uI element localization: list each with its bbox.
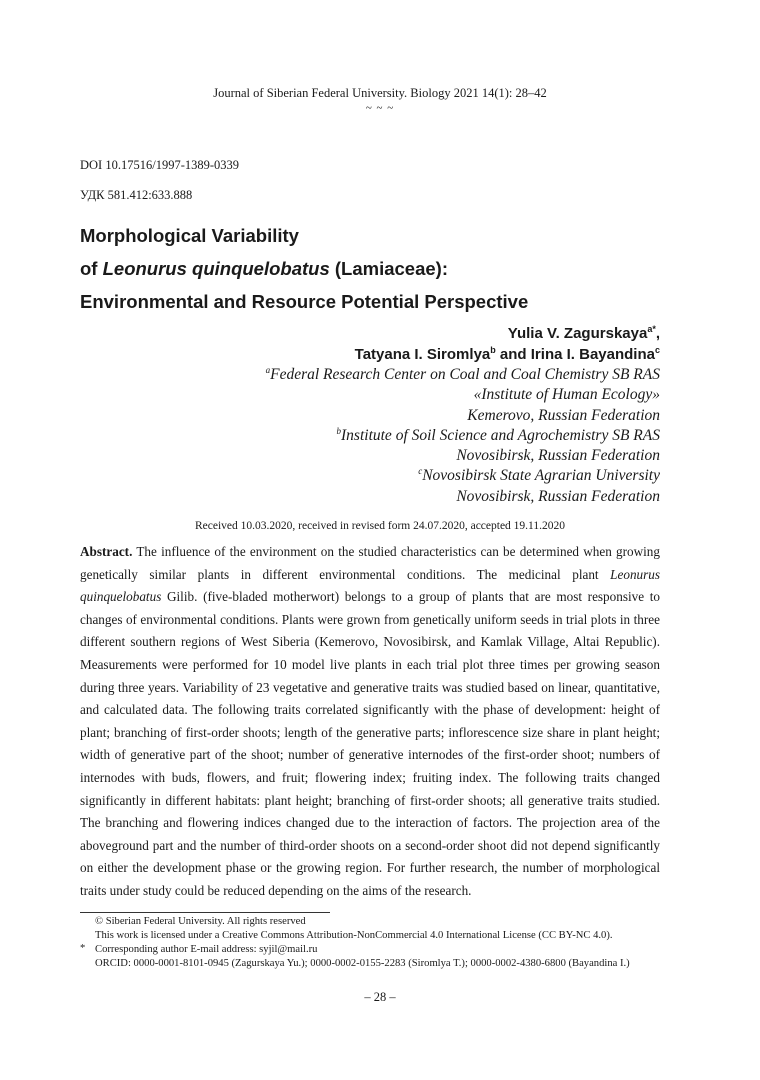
footnote-divider	[80, 912, 330, 913]
header-ornament: ~ ~ ~	[365, 102, 395, 114]
author-sup: c	[654, 345, 660, 355]
journal-header: Journal of Siberian Federal University. Biology 2021 14(1): 28–42	[213, 86, 547, 100]
author-line-2	[355, 346, 660, 363]
abstract-text-1: The influence of the environment on the studied characteristics can be determined when growing genetically similar plants in different environmental conditions. The medicinal plant	[80, 544, 660, 582]
footnote-email: Corresponding author E-mail address: syjil@mail.ru	[95, 944, 318, 955]
affiliation-a-line-2: «Institute of Human Ecology»	[473, 386, 660, 403]
title-species: Leonurus quinquelobatus	[102, 258, 330, 279]
title-line-2	[80, 252, 680, 285]
received-dates: Received 10.03.2020, received in revised form 24.07.2020, accepted 19.11.2020	[194, 520, 566, 532]
title-line-3: Environmental and Resource Potential Perspective	[80, 291, 529, 312]
affiliation-b-line-2: Novosibirsk, Russian Federation	[456, 447, 660, 464]
affiliation-sup: c	[418, 465, 423, 476]
affiliation-b-line-1	[337, 427, 660, 445]
footnote-star: *	[80, 943, 86, 954]
abstract	[80, 541, 660, 903]
author-sep: and	[495, 346, 531, 363]
abstract-text-2: Gilib. (five-bladed motherwort) belongs to a group of plants that are most responsive to changes of environmental conditions. Plants were grown from genetically uniform seeds in trial plots in three different southern regions of West Siberia (Kemerovo, Novosibirsk, and Kamlak Village, Altai Republic). Measurements were performed for 10 model live plants in each trial plot three times per growing season during three years. Variability of 23 vegetative and generative traits was studied based on linear, quantitative, and calculated data. The following traits correlated significantly with the phase of development: height of plant; branching of first-order shoots; length of the generative parts; inflorescence size share in plant height; width of generative part of the shoot; number of generative internodes of the first-order shoot; numbers of internodes with buds, flowers, and fruit; flowering index; fruiting index. The following traits changed significantly in different habitats: plant height; branching of first-order shoots; all generative traits studied. The branching and flowering indices changed due to the interaction of factors. The projection area of the aboveground part and the number of third-order shoots on a second-order shoot did not depend significantly on either the development phase or the growing region. For further research, the number of morphological traits under study could be reduced depending on the aims of the research.	[80, 589, 660, 898]
title-prefix: of	[80, 258, 103, 279]
affiliation-c-line-2: Novosibirsk, Russian Federation	[456, 488, 660, 505]
affiliation-sup: a	[265, 364, 271, 375]
title-suffix: (Lamiaceae):	[329, 258, 448, 279]
affiliation-text: Institute of Soil Science and Agrochemistry SB RAS	[341, 427, 660, 444]
author-sup: a*	[647, 324, 656, 334]
doi: DOI 10.17516/1997-1389-0339	[80, 158, 240, 172]
author-sep: ,	[655, 325, 660, 342]
paper-title	[80, 219, 680, 318]
page-number: – 28 –	[364, 990, 396, 1004]
affiliation-text: Federal Research Center on Coal and Coal Chemistry SB RAS	[270, 366, 660, 383]
title-line-1: Morphological Variability	[80, 225, 299, 246]
author-name: Tatyana I. Siromlya	[354, 346, 491, 363]
author-name: Yulia V. Zagurskaya	[507, 325, 648, 342]
affiliation-text: Novosibirsk State Agrarian University	[422, 467, 660, 484]
author-name: Irina I. Bayandina	[530, 346, 655, 363]
affiliation-a-line-3: Kemerovo, Russian Federation	[467, 407, 660, 424]
footnote-orcid: ORCID: 0000-0001-8101-0945 (Zagurskaya Yu.); 0000-0002-0155-2283 (Siromlya T.); 0000-0002-4380-6800 (Bayandina I.)	[95, 958, 630, 969]
footnote-copyright: © Siberian Federal University. All rights reserved	[95, 916, 306, 927]
author-sup: b	[490, 345, 496, 355]
footnote-license: This work is licensed under a Creative Commons Attribution-NonCommercial 4.0 International License (CC BY-NC 4.0).	[95, 930, 613, 941]
author-line-1	[508, 325, 660, 342]
abstract-species: Leonurus quinquelobatus	[80, 566, 660, 605]
affiliation-a-line-1	[266, 366, 660, 384]
udk: УДК 581.412:633.888	[80, 188, 193, 202]
abstract-label: Abstract.	[80, 544, 133, 559]
affiliation-sup: b	[336, 425, 342, 436]
affiliation-c-line-1	[418, 467, 660, 485]
